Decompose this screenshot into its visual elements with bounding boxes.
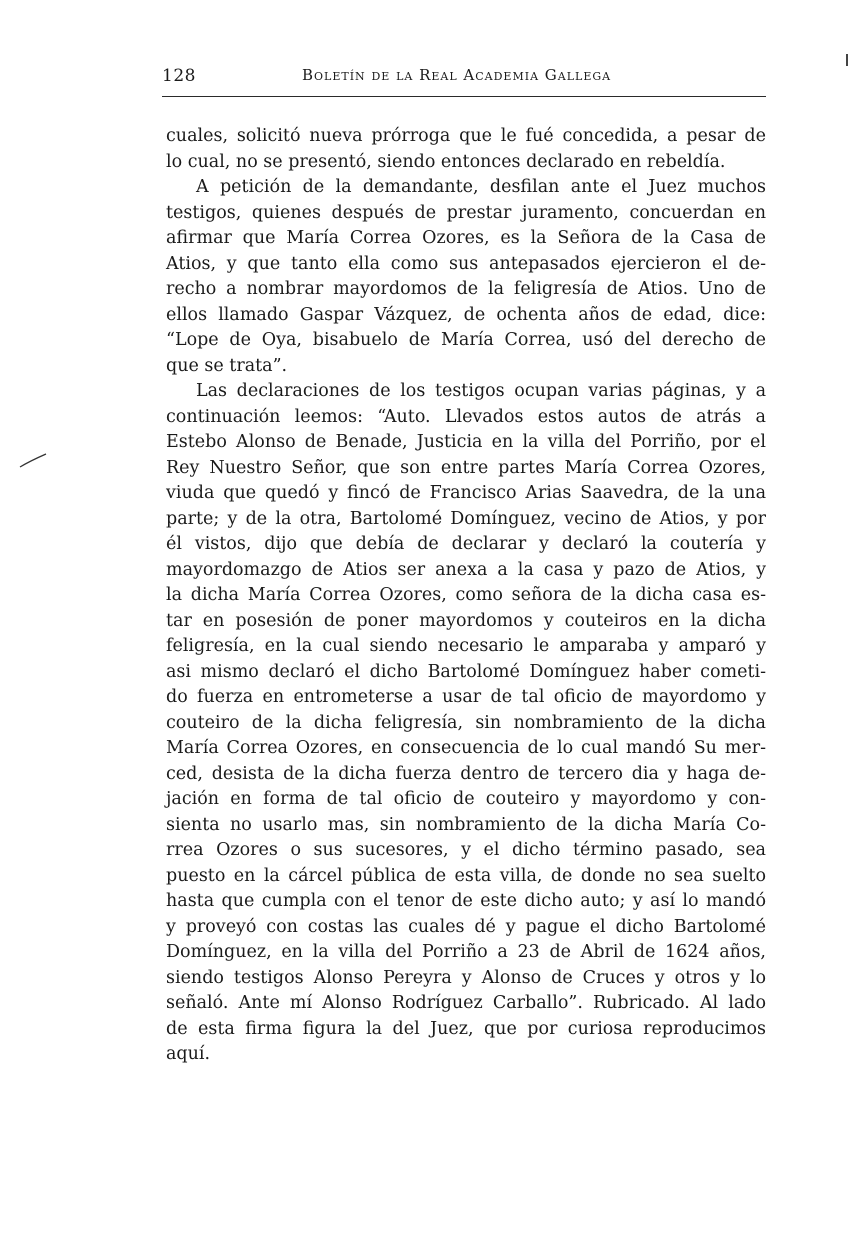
text-line: feligresía, en la cual siendo necesario le amparaba y amparó y	[166, 636, 766, 656]
text-line: señaló. Ante mí Alonso Rodríguez Carballo”. Rubricado. Al lado	[166, 993, 766, 1013]
text-line: tar en posesión de poner mayordomos y couteiros en la dicha	[166, 610, 766, 631]
text-line: él vistos, dijo que debía de declarar y declaró la coutería y	[166, 534, 766, 554]
text-line: couteiro de la dicha feligresía, sin nombramiento de la dicha	[166, 712, 766, 733]
text-line: Estebo Alonso de Benade, Justicia en la villa del Porriño, por el	[166, 432, 766, 452]
text-line: “Lope de Oya, bisabuelo de María Correa, usó del derecho de	[166, 330, 766, 350]
text-line: viuda que quedó y fincó de Francisco Arias Saavedra, de la una	[166, 483, 766, 503]
running-title: Boletín de la Real Academia Gallega	[302, 66, 612, 84]
text-line: lo cual, no se presentó, siendo entonces declarado en rebeldía.	[166, 151, 726, 172]
text-line: y proveyó con costas las cuales dé y pague el dicho Bartolomé	[166, 916, 766, 937]
text-line: ellos llamado Gaspar Vázquez, de ochenta años de edad, dice:	[166, 304, 766, 325]
text-line: la dicha María Correa Ozores, como señora de la dicha casa es-	[166, 585, 766, 605]
text-line: A petición de la demandante, desfilan ante el Juez muchos	[196, 177, 766, 197]
text-line: Atios, y que tanto ella como sus antepasados ejercieron el de-	[166, 253, 766, 274]
text-line: recho a nombrar mayordomos de la feligresía de Atios. Uno de	[166, 279, 766, 299]
text-line: aquí.	[166, 1044, 211, 1064]
text-line: puesto en la cárcel pública de esta villa, de donde no sea suelto	[166, 865, 766, 886]
text-line: hasta que cumpla con el tenor de este dicho auto; y así lo mandó	[166, 891, 766, 911]
text-line: testigos, quienes después de prestar juramento, concuerdan en	[166, 202, 766, 223]
body-text	[166, 124, 766, 1068]
page-number: 128	[162, 66, 196, 86]
text-line: do fuerza en entrometerse a usar de tal oficio de mayordomo y	[166, 687, 766, 707]
page-header	[162, 64, 766, 94]
text-line: cuales, solicitó nueva prórroga que le fué concedida, a pesar de	[166, 126, 766, 146]
header-rule	[162, 96, 766, 97]
text-line: rrea Ozores o sus sucesores, y el dicho término pasado, sea	[166, 840, 766, 860]
text-line: siendo testigos Alonso Pereyra y Alonso de Cruces y otros y lo	[166, 967, 766, 988]
text-line: continuación leemos: “Auto. Llevados estos autos de atrás a	[166, 406, 766, 427]
text-line: jación en forma de tal oficio de couteiro y mayordomo y con-	[166, 789, 766, 809]
text-line: asi mismo declaró el dicho Bartolomé Domínguez haber cometi-	[166, 661, 766, 682]
text-line: ced, desista de la dicha fuerza dentro de tercero dia y haga de-	[166, 763, 766, 784]
text-line: Rey Nuestro Señor, que son entre partes María Correa Ozores,	[166, 457, 766, 478]
text-line: afirmar que María Correa Ozores, es la Señora de la Casa de	[166, 228, 766, 248]
text-line: mayordomazgo de Atios ser anexa a la casa y pazo de Atios, y	[166, 559, 766, 580]
scan-edge-mark	[846, 54, 848, 66]
text-line: que se trata”.	[166, 355, 288, 376]
text-line: Domínguez, en la villa del Porriño a 23 de Abril de 1624 años,	[166, 942, 766, 962]
text-line: Las declaraciones de los testigos ocupan varias páginas, y a	[196, 381, 766, 401]
text-line: parte; y de la otra, Bartolomé Domínguez, vecino de Atios, y por	[166, 508, 766, 529]
text-line: sienta no usarlo mas, sin nombramiento de la dicha María Co-	[166, 814, 766, 835]
pen-stroke-mark	[18, 452, 48, 470]
text-line: María Correa Ozores, en consecuencia de lo cual mandó Su mer-	[166, 738, 766, 758]
text-line: de esta firma figura la del Juez, que por curiosa reproducimos	[166, 1018, 766, 1039]
